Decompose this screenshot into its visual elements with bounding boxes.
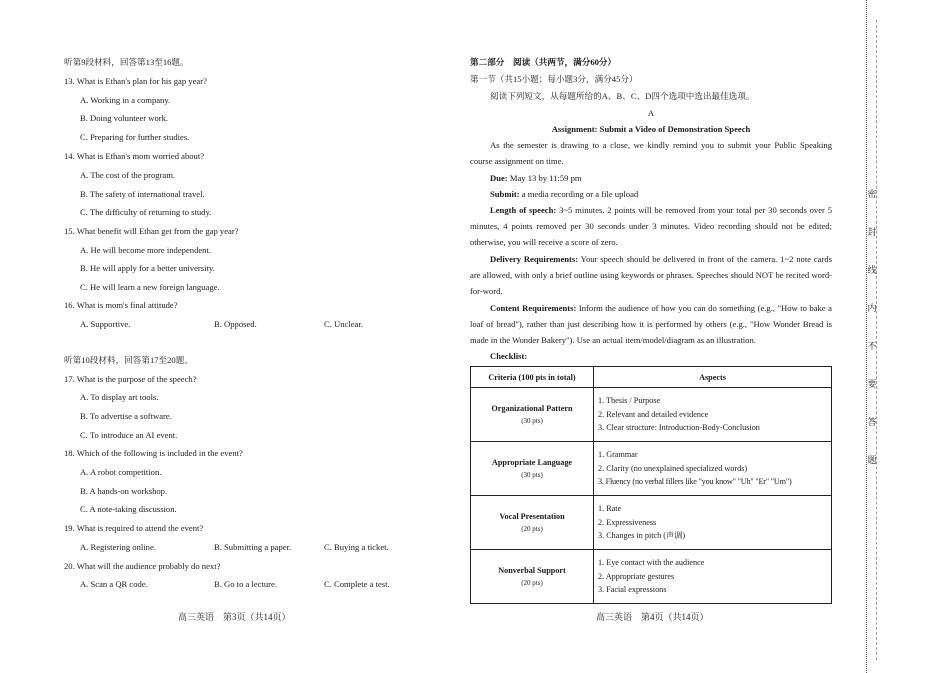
aspect-item: 1. Grammar: [598, 450, 638, 460]
content-text: Inform the audience of how you can do something (e.g., "How to bake a loaf of bread"), rather than just describing how it is performed by others (e.g., "How Wonder Bread is made in the Wonder Bakery"). Use an actual item/model/diagram as an illustration.: [470, 303, 832, 346]
option-14b: B. The safety of international travel.: [80, 189, 205, 199]
aspects-cell: [594, 496, 832, 550]
criteria-points: (30 pts): [521, 417, 543, 425]
margin-char: 要: [867, 379, 877, 389]
aspects-cell: [594, 550, 832, 604]
delivery-label: Delivery Requirements:: [490, 254, 579, 264]
passage-letter: A: [647, 108, 655, 118]
option-19c: C. Buying a ticket.: [324, 542, 389, 552]
question-17: 17. What is the purpose of the speech?: [64, 374, 197, 384]
option-16b: B. Opposed.: [214, 319, 257, 329]
instruction: 阅读下列短文，从每题所给的A、B、C、D四个选项中选出最佳选项。: [490, 91, 755, 101]
section-header-9: 听第9段材料，回答第13至16题。: [64, 57, 189, 67]
length-label: Length of speech:: [490, 205, 557, 215]
intro-paragraph: As the semester is drawing to a close, we kindly remind you to submit your Public Speaking course assignment on time.: [470, 140, 832, 167]
criteria-cell: [471, 550, 594, 604]
aspect-item: 2. Expressiveness: [598, 517, 657, 527]
option-20c: C. Complete a test.: [324, 579, 390, 589]
checklist-table: [470, 366, 832, 604]
option-13b: B. Doing volunteer work.: [80, 113, 169, 123]
option-16c: C. Unclear.: [324, 319, 363, 329]
criteria-cell: [471, 442, 594, 496]
table-row: [471, 442, 832, 496]
question-18: 18. Which of the following is included in the event?: [64, 448, 243, 458]
aspect-item: 3. Fluency (no verbal fillers like "you know" "Uh" "Er" "Um"): [598, 477, 792, 487]
aspect-item: 2. Clarity (no unexplained specialized words): [598, 463, 748, 473]
part-title: 第二部分 阅读（共两节，满分60分）: [470, 57, 617, 67]
page-footer-right: 高三英语 第4页（共14页）: [596, 612, 709, 622]
option-16a: A. Supportive.: [80, 319, 131, 329]
due-label: Due:: [490, 173, 508, 183]
question-19: 19. What is required to attend the event?: [64, 523, 204, 533]
due-text: May 13 by 11:59 pm: [507, 173, 582, 183]
option-18a: A. A robot competition.: [80, 467, 162, 477]
option-14c: C. The difficulty of returning to study.: [80, 207, 212, 217]
submit-label: Submit:: [490, 189, 520, 199]
criteria-name: Appropriate Language: [491, 458, 573, 467]
criteria-name: Organizational Pattern: [491, 404, 573, 413]
question-13: 13. What is Ethan's plan for his gap year?: [64, 76, 207, 86]
criteria-points: (30 pts): [521, 471, 543, 479]
table-header-row: [471, 367, 832, 388]
content-paragraph: [470, 300, 832, 349]
option-20a: A. Scan a QR code.: [80, 579, 148, 589]
criteria-points: (20 pts): [521, 525, 543, 533]
table-row: [471, 550, 832, 604]
option-17b: B. To advertise a software.: [80, 411, 172, 421]
option-19b: B. Submitting a paper.: [214, 542, 292, 552]
option-17c: C. To introduce an AI event.: [80, 430, 178, 440]
option-18b: B. A hands-on workshop.: [80, 486, 168, 496]
page-footer-left: 高三英语 第3页（共14页）: [178, 612, 291, 622]
table-row: [471, 496, 832, 550]
question-16: 16. What is mom's final attitude?: [64, 300, 178, 310]
margin-char: 答: [867, 417, 877, 427]
aspect-item: 1. Rate: [598, 504, 622, 514]
criteria-points: (20 pts): [521, 579, 543, 587]
due-paragraph: [470, 170, 832, 186]
criteria-name: Vocal Presentation: [499, 512, 565, 521]
option-18c: C. A note-taking discussion.: [80, 504, 177, 514]
binding-guide-line: [876, 20, 877, 660]
content-label: Content Requirements:: [490, 303, 577, 313]
margin-char: 内: [867, 303, 877, 313]
criteria-cell: [471, 496, 594, 550]
option-13c: C. Preparing for further studies.: [80, 132, 190, 142]
option-15b: B. He will apply for a better university.: [80, 263, 215, 273]
question-14: 14. What is Ethan's mom worried about?: [64, 151, 205, 161]
aspect-item: 1. Eye contact with the audience: [598, 558, 705, 568]
aspect-item: 3. Clear structure: Introduction-Body-Conclusion: [598, 423, 760, 433]
aspects-cell: [594, 388, 832, 442]
margin-char: 封: [867, 227, 877, 237]
option-19a: A. Registering online.: [80, 542, 156, 552]
option-20b: B. Go to a lecture.: [214, 579, 278, 589]
option-15a: A. He will become more independent.: [80, 245, 212, 255]
margin-char: 线: [867, 265, 877, 275]
table-header-criteria: Criteria (100 pts in total): [471, 367, 594, 388]
aspect-item: 1. Thesis / Purpose: [598, 396, 661, 406]
margin-char: 不: [867, 341, 877, 351]
aspect-item: 2. Appropriate gestures: [598, 571, 675, 581]
aspect-item: 3. Facial expressions: [598, 585, 667, 595]
section-header-10: 听第10段材料，回答第17至20题。: [64, 355, 193, 365]
question-20: 20. What will the audience probably do next?: [64, 561, 221, 571]
option-13a: A. Working in a company.: [80, 95, 171, 105]
delivery-paragraph: [470, 251, 832, 300]
passage-title: Assignment: Submit a Video of Demonstration Speech: [551, 124, 751, 134]
option-15c: C. He will learn a new foreign language.: [80, 282, 220, 292]
option-14a: A. The cost of the program.: [80, 170, 176, 180]
margin-char: 题: [867, 455, 877, 465]
criteria-cell: [471, 388, 594, 442]
checklist-label: Checklist:: [490, 351, 528, 361]
table-header-aspects: Aspects: [594, 367, 832, 388]
length-paragraph: [470, 202, 832, 251]
aspect-item: 2. Relevant and detailed evidence: [598, 409, 709, 419]
table-row: [471, 388, 832, 442]
aspects-cell: [594, 442, 832, 496]
margin-char: 密: [867, 189, 877, 199]
binding-line: [866, 0, 867, 673]
question-15: 15. What benefit will Ethan get from the gap year?: [64, 226, 239, 236]
submit-paragraph: [470, 186, 832, 202]
aspect-item: 3. Changes in pitch (声调): [598, 531, 686, 541]
section-title: 第一节（共15小题；每小题3分，满分45分）: [470, 74, 638, 84]
length-text: 3~5 minutes. 2 points will be removed from your total per 30 seconds over 5 minutes, 4 points removed per 30 seconds under 3 minutes. Video recording should not be edited; otherwise, you will receive a score of zero.: [470, 205, 832, 248]
delivery-text: Your speech should be delivered in front of the camera. 1~2 note cards are allowed, with only a brief outline using keywords or phrases. Speeches should NOT be recited word-for-word.: [470, 254, 832, 297]
submit-text: a media recording or a file upload: [519, 189, 639, 199]
option-17a: A. To display art tools.: [80, 392, 159, 402]
criteria-name: Nonverbal Support: [498, 566, 566, 575]
